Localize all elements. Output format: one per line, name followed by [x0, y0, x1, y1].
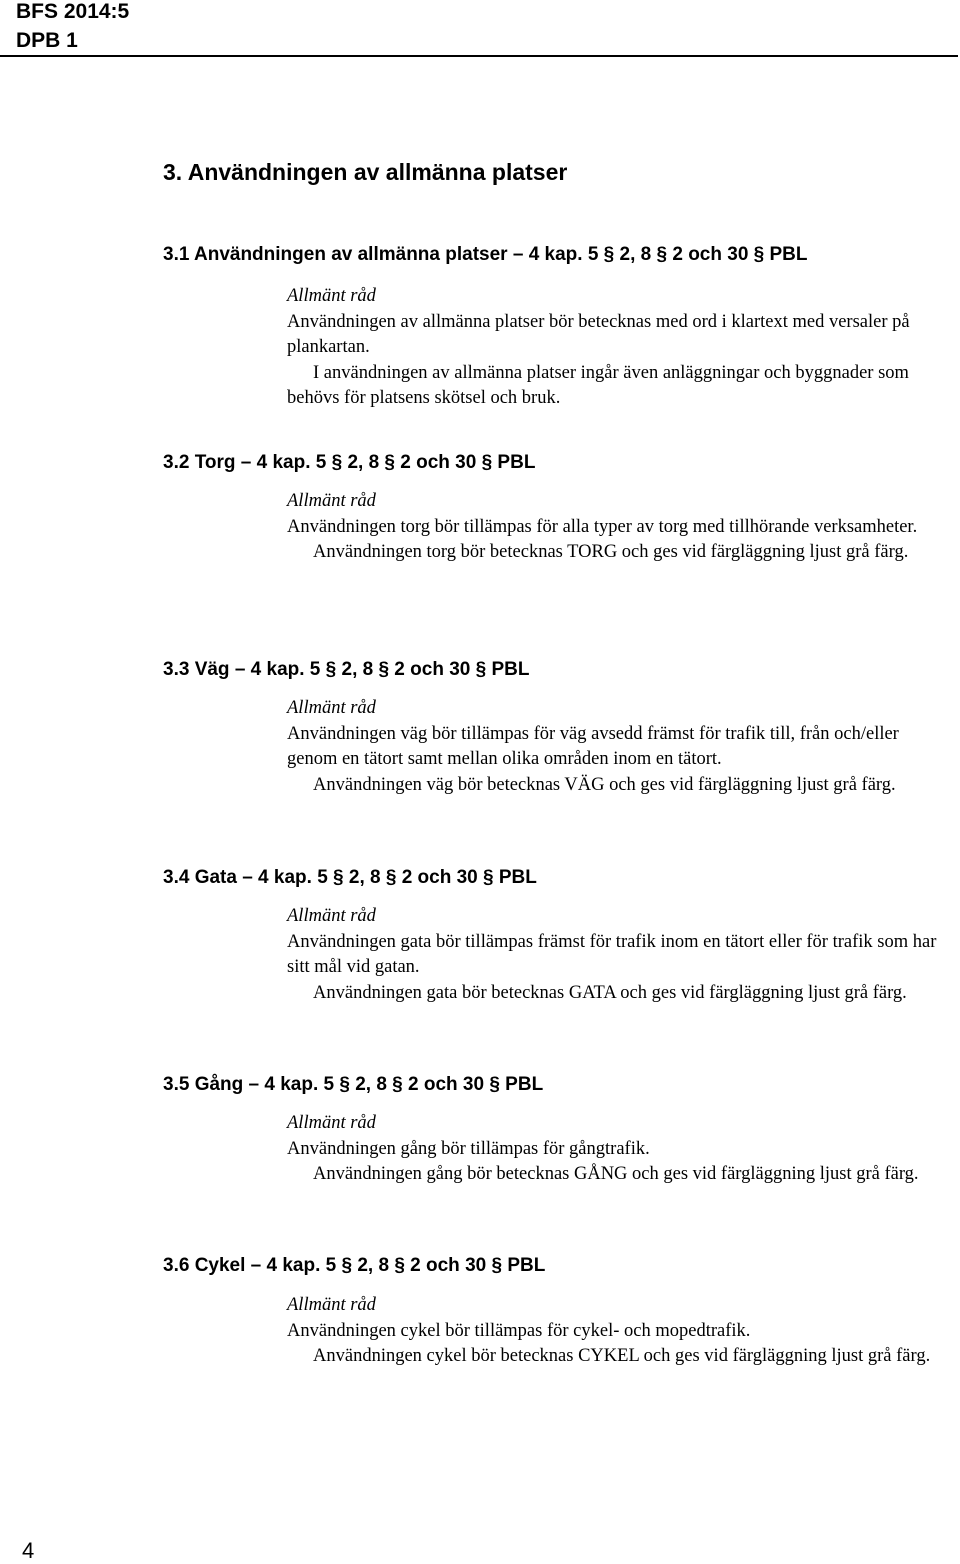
advice-paragraph: Användningen gång bör betecknas GÅNG och ges vid färgläggning ljust grå färg. [313, 1164, 919, 1184]
section-heading-3-4: 3.4 Gata – 4 kap. 5 § 2, 8 § 2 och 30 § PBL [163, 867, 537, 888]
general-advice-3-3 [287, 696, 952, 798]
section-heading-3-3: 3.3 Väg – 4 kap. 5 § 2, 8 § 2 och 30 § PBL [163, 659, 530, 680]
advice-paragraph: Användningen cykel bör tillämpas för cykel- och mopedtrafik. [287, 1320, 751, 1341]
general-advice-3-6 [287, 1293, 952, 1370]
document-code: DPB 1 [16, 29, 78, 52]
advice-label: Allmänt råd [287, 1113, 376, 1133]
advice-label: Allmänt råd [287, 286, 376, 306]
section-heading-3-5: 3.5 Gång – 4 kap. 5 § 2, 8 § 2 och 30 § PBL [163, 1074, 544, 1095]
advice-paragraph: Användningen väg bör betecknas VÄG och ges vid färgläggning ljust grå färg. [313, 774, 896, 795]
advice-paragraph: I användningen av allmänna platser ingår även anläggningar och byggnader som behövs för platsens skötsel och bruk. [287, 362, 909, 408]
page-number: 4 [22, 1538, 35, 1563]
advice-label: Allmänt råd [287, 698, 376, 718]
page-header [0, 0, 958, 57]
advice-paragraph: Användningen cykel bör betecknas CYKEL och ges vid färgläggning ljust grå färg. [313, 1346, 931, 1366]
series-code: BFS 2014:5 [16, 0, 130, 23]
advice-paragraph: Användningen gång bör tillämpas för gångtrafik. [287, 1138, 650, 1159]
advice-label: Allmänt råd [287, 906, 376, 926]
section-heading-3-2: 3.2 Torg – 4 kap. 5 § 2, 8 § 2 och 30 § PBL [163, 452, 536, 473]
advice-label: Allmänt råd [287, 491, 376, 511]
general-advice-3-4 [287, 904, 952, 1006]
advice-paragraph: Användningen gata bör betecknas GATA och ges vid färgläggning ljust grå färg. [313, 982, 907, 1003]
advice-paragraph: Användningen torg bör tillämpas för alla typer av torg med tillhörande verksamheter. [287, 516, 918, 537]
advice-paragraph: Användningen av allmänna platser bör betecknas med ord i klartext med versaler på plankartan. [287, 311, 910, 357]
advice-paragraph: Användningen gata bör tillämpas främst för trafik inom en tätort eller för trafik som har sitt mål vid gatan. [287, 931, 937, 977]
general-advice-3-1 [287, 284, 952, 412]
advice-label: Allmänt råd [287, 1295, 376, 1315]
general-advice-3-5 [287, 1111, 952, 1188]
section-heading-3-1: 3.1 Användningen av allmänna platser – 4 kap. 5 § 2, 8 § 2 och 30 § PBL [163, 244, 808, 265]
advice-paragraph: Användningen torg bör betecknas TORG och ges vid färgläggning ljust grå färg. [313, 542, 909, 562]
section-heading-3-6: 3.6 Cykel – 4 kap. 5 § 2, 8 § 2 och 30 § PBL [163, 1255, 546, 1276]
page-title: 3. Användningen av allmänna platser [163, 159, 568, 185]
advice-paragraph: Användningen väg bör tillämpas för väg avsedd främst för trafik till, från och/eller genom en tätort samt mellan olika områden inom en tätort. [287, 723, 899, 769]
general-advice-3-2 [287, 489, 952, 566]
